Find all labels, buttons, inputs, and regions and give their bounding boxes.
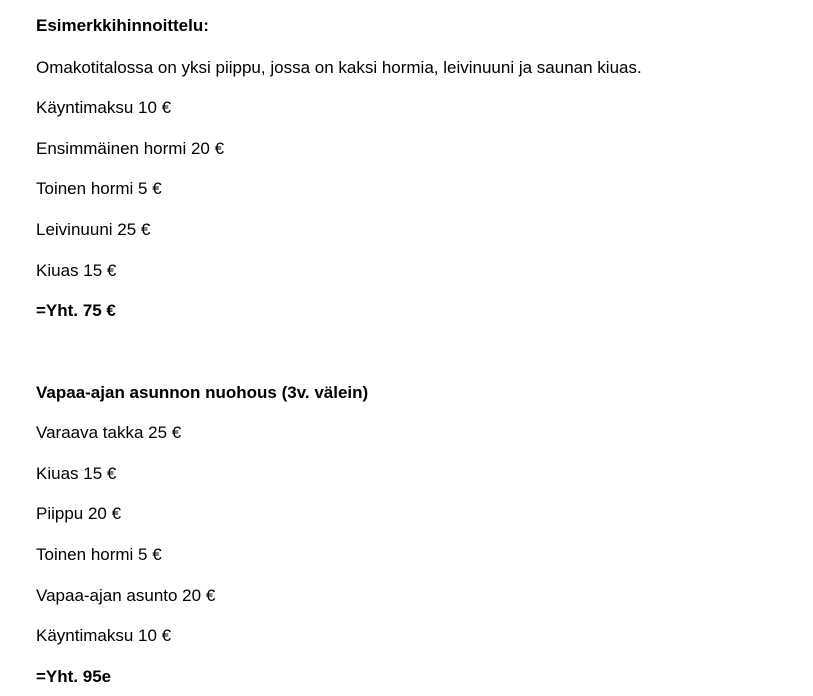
price-item: Piippu 20 € xyxy=(36,504,122,523)
section1-total: =Yht. 75 € xyxy=(36,301,116,320)
price-item: Toinen hormi 5 € xyxy=(36,545,162,564)
price-item: Toinen hormi 5 € xyxy=(36,179,162,198)
price-item: Kiuas 15 € xyxy=(36,464,117,483)
price-item: Leivinuuni 25 € xyxy=(36,220,151,239)
section1-heading: Esimerkkihinnoittelu: xyxy=(36,16,209,35)
section2-total: =Yht. 95e xyxy=(36,667,112,686)
section2-heading: Vapaa-ajan asunnon nuohous (3v. välein) xyxy=(36,383,369,402)
price-item: Käyntimaksu 10 € xyxy=(36,626,172,645)
section1-intro: Omakotitalossa on yksi piippu, jossa on kaksi hormia, leivinuuni ja saunan kiuas. xyxy=(36,58,642,77)
price-item: Vapaa-ajan asunto 20 € xyxy=(36,586,216,605)
price-item: Ensimmäinen hormi 20 € xyxy=(36,139,225,158)
price-item: Käyntimaksu 10 € xyxy=(36,98,172,117)
price-item: Varaava takka 25 € xyxy=(36,423,182,442)
price-item: Kiuas 15 € xyxy=(36,261,117,280)
